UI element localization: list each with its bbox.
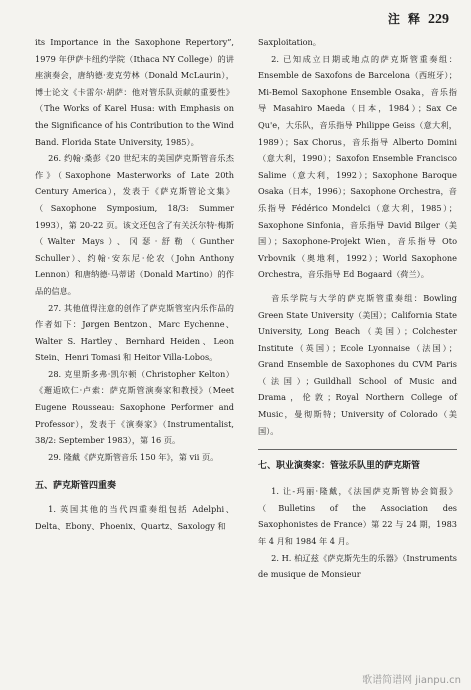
right-section-title: 七、职业演奏家：管弦乐队里的萨克斯管 <box>258 461 421 472</box>
note-paragraph: 27. 其他值得注意的创作了萨克斯管室内乐作品的作者如下：Jørgen Bentzon、Marc Eychenne、Walter S. Hartley、Bernhard Heiden、Leon Stein、Henri Tomasi 和 Heitor Villa-Lobos。 <box>35 302 234 363</box>
left-column <box>35 34 234 535</box>
note-paragraph: 1. 英国其他的当代四重奏组包括 Adelphi、Delta、Ebony、Phoenix、Quartz、Saxology 和 <box>35 504 234 532</box>
note-paragraph: 2. 已知成立日期或地点的萨克斯管重奏组：Ensemble de Saxofons de Barcelona（西班牙）；Mi-Bemol Saxophone Ensemble Osaka，音乐指导 Masahiro Maeda（日本，1984）；Sax Ce Qu'e，大乐队，音乐指导 Philippe Geiss（意大利，1989）；Sax Chorus，音乐指导 Alberto Domini（意大利，1990）；Saxofon Ensemble Francisco Salime（意大利，1992）；Saxophone Baroque Osaka（日本，1996）；Saxophone Orchestra，音乐指导 Fédérico Mondelci（意大利，1985）；Saxophone Sinfonia，音乐指导 David Bilger（美国）；Saxophone-Projekt Wien，音乐指导 Oto Vrbovnik（奥地利，1992）；World Saxophone Orchestra，音乐指导 Ed Bogaard（荷兰）。 <box>258 53 457 280</box>
section-divider <box>258 449 457 450</box>
watermark: 歌谱简谱网 jianpu.cn <box>362 675 461 686</box>
page-number: 229 <box>428 12 449 27</box>
note-paragraph: 28. 克里斯多弗·凯尔顿（Christopher Kelton）《邂逅欧仁·卢索：萨克斯管演奏家和教授》（Meet Eugene Rousseau: Saxophone Performer and Professor），发表于《演奏家》（Instrumentalist, 38/2: September 1983），第 16 页。 <box>35 368 234 446</box>
running-header <box>388 10 449 28</box>
right-column <box>258 34 457 583</box>
note-paragraph: 音乐学院与大学的萨克斯管重奏组：Bowling Green State University（美国）；California State University, Long Beach（美国）；Colchester Institute（英国）；Ecole Lyonnaise（法国）；Grand Ensemble de Saxophones du CVM Paris（法国）；Guildhall School of Music and Drama，伦敦；Royal Northern College of Music，曼彻斯特；University of Colorado（美国）。 <box>258 292 457 436</box>
left-notes <box>35 34 234 465</box>
note-paragraph: 2. H. 柏辽兹《萨克斯先生的乐器》（Instruments de musique de Monsieur <box>258 552 457 580</box>
note-paragraph: 29. 隆戴《萨克斯管音乐 150 年》，第 vii 页。 <box>48 451 219 462</box>
note-paragraph: Saxploitation。 <box>258 37 321 47</box>
note-paragraph: 1. 让-玛丽·隆戴，《法国萨克斯管协会简报》（Bulletins of the Association des Saxophonistes de France）第 22 与 24 期，1983 年 4 月和 1984 年 4 月。 <box>258 486 457 547</box>
note-paragraph: 26. 约翰·桑彭《20 世纪末的美国萨克斯管音乐杰作》（Saxophone Masterworks of Late 20th Century America），发表于《萨克斯管论文集》（Saxophone Symposium, 18/3: Summer 1993），第 20-22 页。该文还包含了有关沃尔特·梅斯（Walter Mays）、冈瑟·舒勒（Gunther Schuller）、约翰·安东尼·伦农（John Anthony Lennon）和唐纳德·马蒂诺（Donald Martino）的作品的信息。 <box>35 153 234 296</box>
right-notes <box>258 34 457 439</box>
running-title: 注 释 <box>387 12 422 26</box>
left-section-notes <box>35 501 234 534</box>
left-section-title: 五、萨克斯管四重奏 <box>35 481 117 492</box>
right-section-notes <box>258 483 457 583</box>
note-paragraph: its Importance in the Saxophone Repertory”, 1979 年伊萨卡纽约学院（Ithaca NY College）的讲座演奏会，唐纳德·麦克劳林（Donald McLaurin），博士论文《卡雷尔·胡萨：他对管乐队贡献的重要性》（The Works of Karel Husa: with Emphasis on the Significance of his Contribution to the Wind Band. Florida State University, 1985）。 <box>35 37 234 147</box>
